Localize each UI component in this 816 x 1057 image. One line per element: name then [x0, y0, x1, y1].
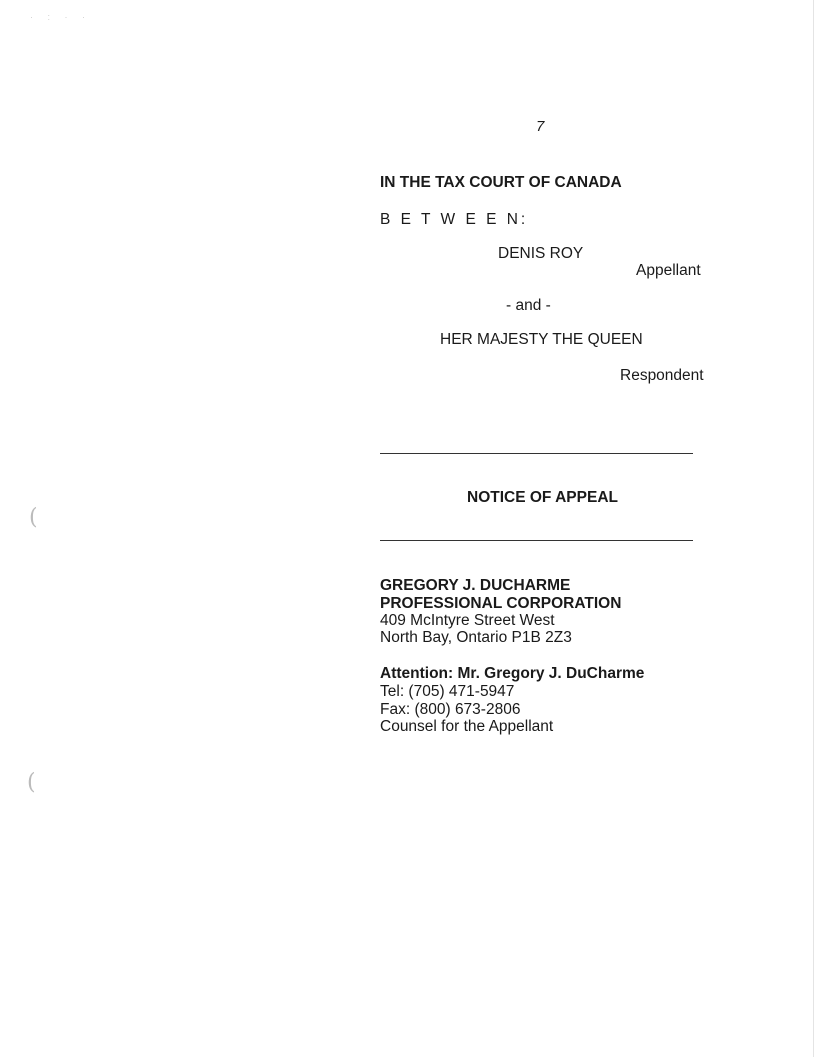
page-number: 7	[536, 118, 545, 135]
between-label: B E T W E E N:	[380, 211, 529, 228]
document-title: NOTICE OF APPEAL	[467, 489, 618, 506]
bottom-rule	[380, 540, 693, 541]
binder-hole-mark: (	[29, 505, 38, 530]
attention-line: Attention: Mr. Gregory J. DuCharme	[380, 665, 645, 682]
and-separator: - and -	[506, 297, 551, 314]
respondent-role: Respondent	[620, 367, 704, 384]
counsel-role: Counsel for the Appellant	[380, 718, 554, 735]
appellant-role: Appellant	[636, 262, 701, 279]
top-rule	[380, 453, 693, 454]
firm-name-line2: PROFESSIONAL CORPORATION	[380, 595, 622, 612]
firm-name-line1: GREGORY J. DUCHARME	[380, 577, 571, 594]
address-line1: 409 McIntyre Street West	[380, 612, 555, 629]
scan-specks: · : · ·	[30, 12, 91, 22]
fax: Fax: (800) 673-2806	[380, 701, 521, 718]
respondent-name: HER MAJESTY THE QUEEN	[440, 331, 643, 348]
address-line2: North Bay, Ontario P1B 2Z3	[380, 629, 572, 646]
telephone: Tel: (705) 471-5947	[380, 683, 515, 700]
appellant-name: DENIS ROY	[498, 245, 584, 262]
scan-edge	[813, 0, 814, 1057]
binder-hole-mark: (	[27, 770, 36, 795]
court-heading: IN THE TAX COURT OF CANADA	[380, 174, 622, 191]
